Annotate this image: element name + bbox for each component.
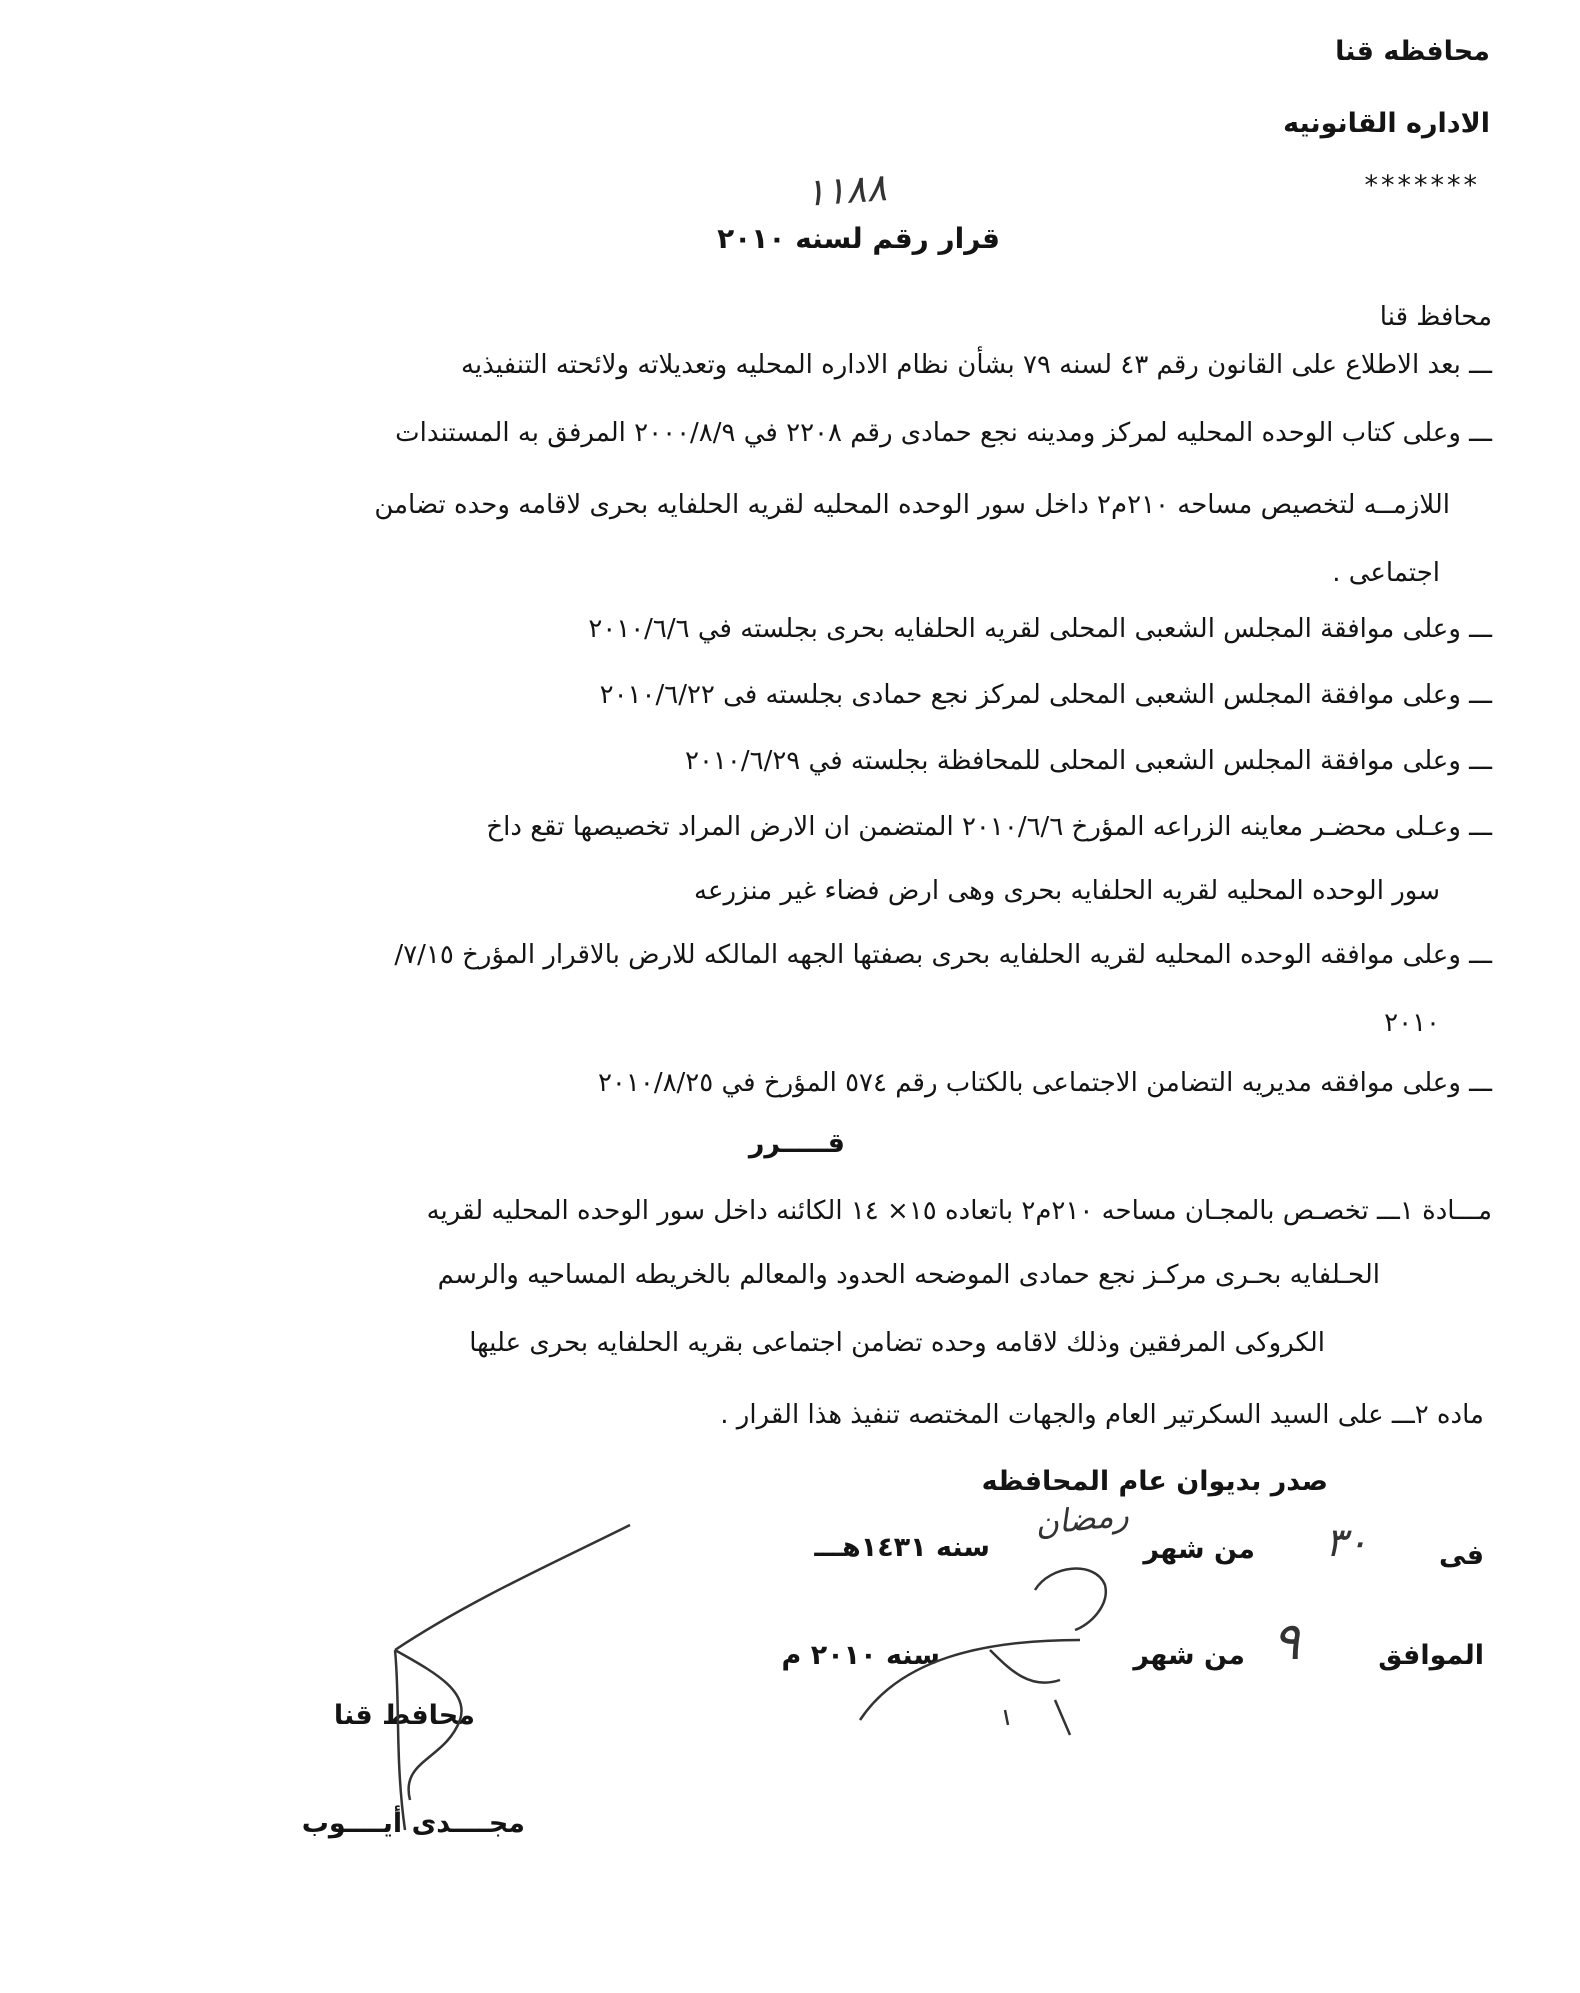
hijri-day-handwritten: ٣٠: [1325, 1520, 1368, 1566]
gregorian-year: سنه ٢٠١٠ م: [781, 1640, 940, 1671]
article-1-line-2: الحـلفايه بحـرى مركـز نجع حمادى الموضحه الحدود والمعالم بالخريطه المساحيه والرسم: [437, 1260, 1380, 1290]
issuer-line: محافظ قنا: [1379, 302, 1492, 332]
governorate-heading: محافظه قنا: [1335, 36, 1490, 67]
gregorian-day-handwritten: ٩: [1272, 1612, 1300, 1672]
gregorian-month-label: من شهر: [1133, 1640, 1245, 1671]
gregorian-label: الموافق: [1378, 1640, 1484, 1671]
preamble-line: ـــ وعـلى محضـر معاينه الزراعه المؤرخ ٢٠١٠/٦/٦ المتضمن ان الارض المراد تخصيصها تقع داخ: [486, 812, 1492, 842]
preamble-line: ـــ وعلى موافقة المجلس الشعبى المحلى لقريه الحلفايه بحرى بجلسته في ٢٠١٠/٦/٦: [588, 614, 1492, 644]
department-heading: الاداره القانونيه: [1283, 108, 1490, 139]
preamble-line: اجتماعى .: [1332, 558, 1440, 588]
decision-title: قرار رقم لسنه ٢٠١٠: [717, 222, 1000, 255]
preamble-line: ـــ وعلى موافقة المجلس الشعبى المحلى لمركز نجع حمادى بجلسته فى ٢٠١٠/٦/٢٢: [599, 680, 1492, 710]
handwritten-decision-number: ١١٨٨: [803, 165, 889, 215]
preamble-line: ـــ بعد الاطلاع على القانون رقم ٤٣ لسنه ٧٩ بشأن نظام الاداره المحليه وتعديلاته ولائحته التنفيذيه: [460, 350, 1492, 380]
hijri-day-label: فى: [1439, 1540, 1484, 1571]
preamble-line: ـــ وعلى كتاب الوحده المحليه لمركز ومدينه نجع حمادى رقم ٢٢٠٨ في ٢٠٠٠/٨/٩ المرفق به المستندات: [395, 418, 1492, 448]
preamble-line: ـــ وعلى موافقه الوحده المحليه لقريه الحلفايه بحرى بصفتها الجهه المالكه للارض بالاقرار المؤرخ ٧/١٥/: [394, 940, 1492, 970]
preamble-line: ـــ وعلى موافقه مديريه التضامن الاجتماعى بالكتاب رقم ٥٧٤ المؤرخ في ٢٠١٠/٨/٢٥: [597, 1068, 1492, 1098]
preamble-line: اللازمــه لتخصيص مساحه ٢١٠م٢ داخل سور الوحده المحليه لقريه الحلفايه بحرى لاقامه وحده تضامن: [374, 490, 1450, 520]
signer-title: محافظ قنا: [333, 1700, 475, 1731]
hijri-month-label: من شهر: [1143, 1534, 1255, 1565]
hijri-month-handwritten: رمضان: [1033, 1495, 1131, 1543]
article-2: ماده ٢ـــ على السيد السكرتير العام والجهات المختصه تنفيذ هذا القرار .: [720, 1400, 1484, 1430]
decision-heading: قـــــرر: [748, 1128, 845, 1159]
preamble-line: ـــ وعلى موافقة المجلس الشعبى المحلى للمحافظة بجلسته في ٢٠١٠/٦/٢٩: [685, 746, 1492, 776]
stars-separator: *******: [1364, 170, 1480, 201]
article-1-line-3: الكروكى المرفقين وذلك لاقامه وحده تضامن اجتماعى بقريه الحلفايه بحرى عليها: [469, 1328, 1325, 1358]
article-1-line-1: مـــادة ١ـــ تخصـص بالمجـان مساحه ٢١٠م٢ باتعاده ١٥× ١٤ الكائنه داخل سور الوحده المحليه لقريه: [426, 1196, 1492, 1226]
issued-at: صدر بديوان عام المحافظه: [981, 1466, 1328, 1497]
preamble-line: ٢٠١٠: [1384, 1008, 1440, 1038]
signer-name: مجــــدى أيــــوب: [301, 1808, 525, 1839]
preamble-line: سور الوحده المحليه لقريه الحلفايه بحرى وهى ارض فضاء غير منزرعه: [694, 876, 1440, 906]
hijri-year: سنه ١٤٣١هـــ: [814, 1532, 990, 1563]
